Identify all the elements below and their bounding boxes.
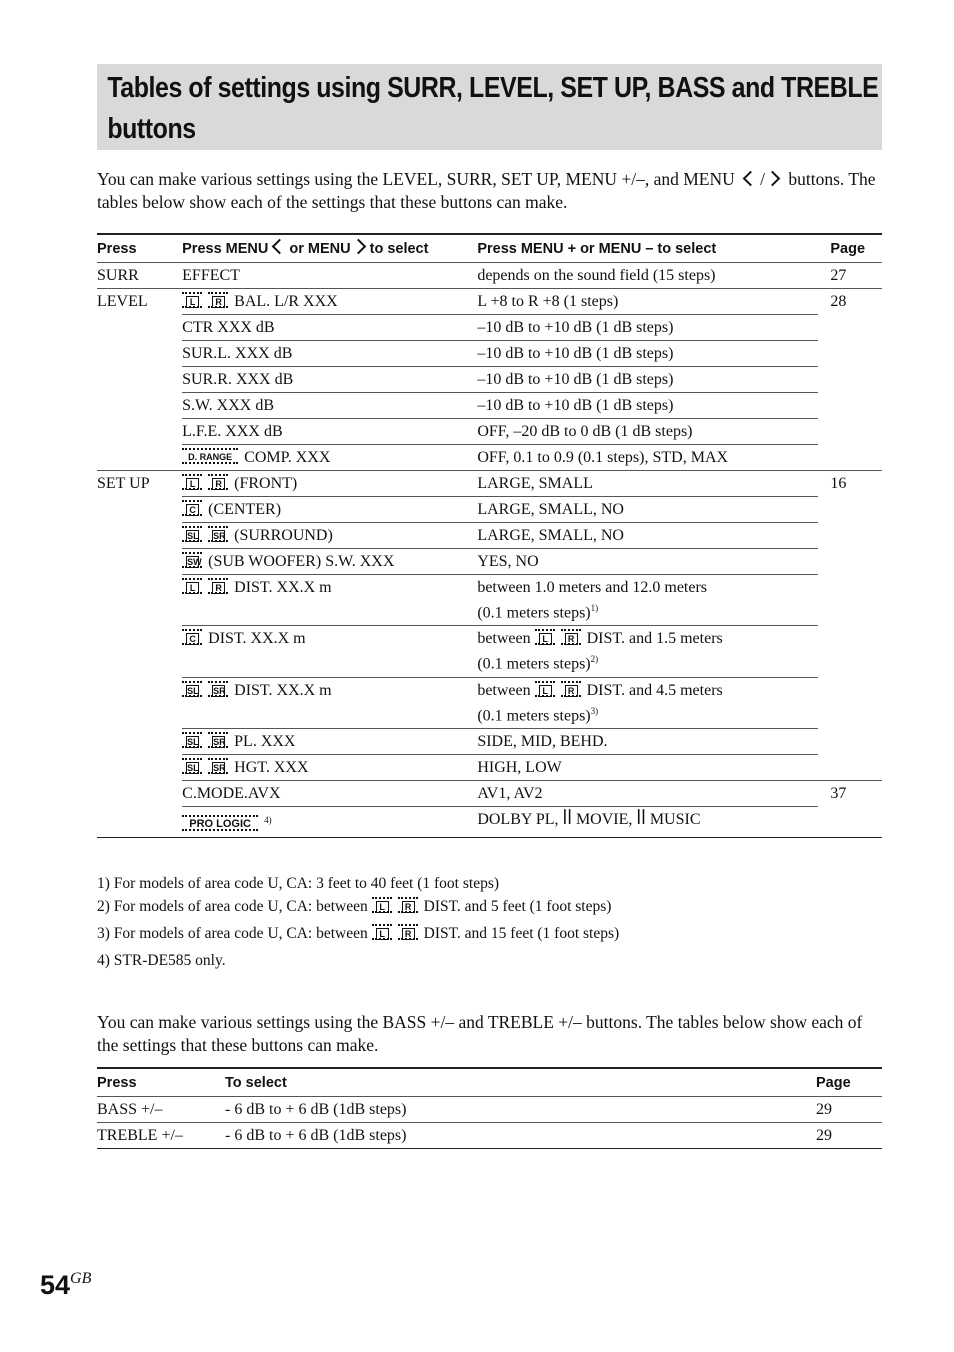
table-row	[97, 445, 882, 471]
value-text: LARGE, SMALL, NO	[477, 527, 624, 544]
value-cell	[477, 341, 818, 367]
value-text: AV1, AV2	[477, 784, 543, 802]
value-text: –10 dB to +10 dB (1 dB steps)	[477, 371, 674, 388]
speaker-l-icon	[535, 683, 555, 697]
speaker-r-icon	[208, 476, 228, 490]
icon-label: R	[212, 296, 225, 308]
header-select-c: to select	[369, 241, 429, 257]
footnote-3	[97, 922, 882, 949]
select-cell: - 6 dB to + 6 dB (1dB steps)	[225, 1123, 816, 1149]
speaker-left-icon	[372, 926, 392, 940]
table-row	[97, 263, 882, 289]
footnote-ref: 4)	[264, 814, 272, 825]
value-text: DOLBY PL, ꟾꟾ MOVIE, ꟾꟾ MUSIC	[477, 810, 701, 828]
value-text: HIGH, LOW	[477, 758, 562, 776]
chevron-left-icon	[743, 171, 759, 187]
value-cell	[477, 806, 818, 837]
chevron-right-icon	[765, 171, 781, 187]
value-cell	[477, 471, 818, 497]
title-banner	[97, 64, 882, 150]
value-text: YES, NO	[477, 553, 539, 570]
page-number	[40, 1270, 91, 1301]
item-cell	[182, 780, 477, 806]
value-text: DIST. and 1.5 meters	[586, 630, 723, 648]
intro1-slash: /	[760, 169, 766, 189]
speaker-right-icon	[398, 926, 418, 940]
page-cell: 29	[816, 1123, 882, 1149]
icon-label: C	[186, 504, 199, 516]
item-text: CTR XXX dB	[182, 319, 275, 336]
value-text: LARGE, SMALL	[477, 475, 593, 492]
page-number-value: 54	[40, 1270, 71, 1300]
icon-label: D. RANGE	[188, 452, 233, 462]
table-row	[97, 780, 882, 806]
footnote-2-post: DIST. and 5 feet (1 foot steps)	[423, 898, 612, 915]
icon-label: SL	[187, 736, 199, 747]
icon-label: PRO LOGIC	[189, 818, 251, 831]
value-text: –10 dB to +10 dB (1 dB steps)	[477, 345, 674, 362]
header-page: Page	[818, 234, 882, 263]
value-text-2: (0.1 meters steps)	[477, 604, 591, 622]
item-cell	[182, 497, 477, 523]
table-row	[97, 315, 882, 341]
icon-label: SW	[187, 557, 202, 567]
header-value: Press MENU + or MENU – to select	[477, 234, 818, 263]
table-header-row	[97, 1068, 882, 1097]
chevron-left-icon	[272, 239, 288, 255]
table-row	[97, 341, 882, 367]
value-text: L +8 to R +8 (1 steps)	[477, 293, 619, 310]
speaker-left-label: L	[376, 928, 389, 940]
speaker-sr-icon	[208, 683, 228, 697]
footnotes	[97, 872, 882, 972]
value-text: depends on the sound field (15 steps)	[477, 267, 716, 284]
speaker-l-icon	[182, 294, 202, 308]
speaker-sw-icon	[182, 554, 202, 568]
page-title: Tables of settings using SURR, LEVEL, SET UP, BASS and TREBLE buttons	[107, 72, 879, 145]
item-text: DIST. XX.X m	[234, 681, 332, 699]
speaker-r-icon	[208, 294, 228, 308]
table-row	[97, 754, 882, 780]
value-text: DIST. and 4.5 meters	[586, 681, 723, 699]
value-pre: between	[477, 681, 531, 699]
value-pre: between	[477, 630, 531, 648]
table-row	[97, 728, 882, 754]
icon-label: L	[539, 685, 552, 697]
speaker-l-icon	[535, 631, 555, 645]
item-text: COMP. XXX	[244, 449, 331, 466]
speaker-sr-icon	[208, 760, 228, 774]
icon-label: SR	[213, 685, 226, 696]
press-cell: SURR	[97, 263, 182, 289]
intro-paragraph-2: You can make various settings using the BASS +/– and TREBLE +/– buttons. The tables below show each of the settings that these buttons can make.	[97, 1012, 863, 1055]
press-cell: BASS +/–	[97, 1097, 225, 1123]
item-cell	[182, 263, 477, 289]
value-cell	[477, 549, 818, 575]
item-text: C.MODE.AVX	[182, 784, 281, 802]
footnote-2-pre: 2) For models of area code U, CA: between	[97, 898, 368, 915]
header-press: Press	[97, 234, 182, 263]
table-row	[97, 1123, 882, 1149]
header-press: Press	[97, 1068, 225, 1097]
icon-label: SL	[187, 531, 199, 541]
speaker-l-icon	[182, 580, 202, 594]
value-cell	[477, 780, 818, 806]
icon-label: L	[186, 296, 199, 308]
item-text: (CENTER)	[208, 501, 282, 518]
speaker-l-icon	[182, 476, 202, 490]
page-cell: 16	[818, 471, 882, 781]
speaker-right-label: R	[402, 901, 415, 913]
value-text: SIDE, MID, BEHD.	[477, 732, 608, 750]
speaker-pro-logic-icon	[182, 817, 258, 831]
header-select: To select	[225, 1068, 816, 1097]
speaker-d-range-icon	[182, 450, 238, 464]
speaker-right-icon	[398, 899, 418, 913]
table-row	[97, 393, 882, 419]
table-row	[97, 497, 882, 523]
settings-table	[97, 233, 882, 838]
icon-label: R	[565, 633, 578, 645]
select-cell: - 6 dB to + 6 dB (1dB steps)	[225, 1097, 816, 1123]
value-cell	[477, 497, 818, 523]
bass-treble-table	[97, 1067, 882, 1149]
item-cell	[182, 806, 477, 837]
item-text: PL. XXX	[234, 732, 296, 750]
value-text: between 1.0 meters and 12.0 meters	[477, 579, 708, 596]
item-text: L.F.E. XXX dB	[182, 423, 283, 440]
footnote-3-post: DIST. and 15 feet (1 foot steps)	[423, 925, 620, 942]
icon-label: R	[565, 685, 578, 697]
item-text: BAL. L/R XXX	[234, 293, 338, 310]
header-select	[182, 234, 477, 263]
chevron-right-icon	[350, 239, 366, 255]
item-cell	[182, 677, 477, 728]
item-cell	[182, 549, 477, 575]
value-text: –10 dB to +10 dB (1 dB steps)	[477, 319, 674, 336]
table-row	[97, 806, 882, 837]
value-cell	[477, 367, 818, 393]
table-row	[97, 523, 882, 549]
speaker-left-icon	[372, 899, 392, 913]
item-cell	[182, 393, 477, 419]
table-header-row	[97, 234, 882, 263]
icon-label: L	[186, 478, 199, 490]
value-cell	[477, 315, 818, 341]
icon-label: SR	[213, 531, 226, 541]
table-row	[97, 289, 882, 315]
page-cell: 28	[818, 289, 882, 471]
value-cell	[477, 728, 818, 754]
intro1-text-c: buttons. The tables below show each of the settings that these buttons can make.	[97, 169, 876, 212]
table-row	[97, 549, 882, 575]
page-cell: 27	[818, 263, 882, 289]
footnote-1: 1) For models of area code U, CA: 3 feet to 40 feet (1 foot steps)	[97, 875, 500, 892]
item-text: (SUB WOOFER) S.W. XXX	[208, 553, 395, 570]
value-text: LARGE, SMALL, NO	[477, 501, 624, 518]
value-cell	[477, 393, 818, 419]
item-cell	[182, 471, 477, 497]
speaker-left-label: L	[376, 901, 389, 913]
value-cell	[477, 523, 818, 549]
value-cell	[477, 263, 818, 289]
speaker-sl-icon	[182, 683, 202, 697]
footnote-2	[97, 895, 882, 922]
value-cell	[477, 754, 818, 780]
value-cell	[477, 289, 818, 315]
header-select-b: or MENU	[289, 241, 351, 257]
table-row	[97, 575, 882, 626]
value-text: –10 dB to +10 dB (1 dB steps)	[477, 397, 674, 414]
press-cell: TREBLE +/–	[97, 1123, 225, 1149]
item-text: (SURROUND)	[234, 527, 333, 544]
speaker-sr-icon	[208, 528, 228, 542]
icon-label: SL	[187, 762, 199, 773]
speaker-c-icon	[182, 502, 202, 516]
item-text: S.W. XXX dB	[182, 397, 275, 414]
press-cell: SET UP	[97, 471, 182, 838]
value-cell	[477, 575, 818, 626]
value-text: OFF, –20 dB to 0 dB (1 dB steps)	[477, 423, 693, 440]
footnote-3-pre: 3) For models of area code U, CA: between	[97, 925, 368, 942]
table-row	[97, 626, 882, 677]
icon-label: SR	[213, 762, 226, 773]
footnote-4: 4) STR-DE585 only.	[97, 952, 226, 969]
item-text: DIST. XX.X m	[208, 630, 306, 648]
intro-paragraph-1	[97, 168, 882, 214]
footnote-ref: 3)	[590, 705, 599, 716]
header-select-a: Press MENU	[182, 241, 269, 257]
value-text-2: (0.1 meters steps)	[477, 706, 591, 724]
footnote-ref: 1)	[590, 603, 599, 613]
table-row	[97, 677, 882, 728]
item-text: SUR.R. XXX dB	[182, 371, 294, 388]
speaker-c-icon	[182, 631, 202, 645]
footnote-ref: 2)	[590, 654, 599, 665]
item-text: SUR.L. XXX dB	[182, 345, 293, 362]
item-cell	[182, 445, 477, 471]
item-cell	[182, 289, 477, 315]
value-text-2: (0.1 meters steps)	[477, 655, 591, 673]
value-cell	[477, 445, 818, 471]
icon-label: R	[212, 478, 225, 490]
item-cell	[182, 315, 477, 341]
speaker-right-label: R	[402, 928, 415, 940]
item-cell	[182, 575, 477, 626]
value-cell	[477, 677, 818, 728]
item-cell	[182, 626, 477, 677]
speaker-sl-icon	[182, 528, 202, 542]
intro1-text-a: You can make various settings using the LEVEL, SURR, SET UP, MENU +/–, and MENU	[97, 169, 735, 189]
page-cell: 37	[818, 780, 882, 837]
speaker-sr-icon	[208, 734, 228, 748]
icon-label: L	[186, 582, 199, 594]
item-cell	[182, 341, 477, 367]
icon-label: L	[539, 633, 552, 645]
value-text: OFF, 0.1 to 0.9 (0.1 steps), STD, MAX	[477, 449, 729, 466]
item-text: HGT. XXX	[234, 758, 309, 776]
page-cell: 29	[816, 1097, 882, 1123]
item-text: DIST. XX.X m	[234, 579, 332, 596]
item-cell	[182, 754, 477, 780]
icon-label: SR	[213, 736, 226, 747]
header-page: Page	[816, 1068, 882, 1097]
item-text: (FRONT)	[234, 475, 298, 492]
table-row	[97, 1097, 882, 1123]
speaker-sl-icon	[182, 760, 202, 774]
item-text: EFFECT	[182, 267, 240, 284]
page-suffix: GB	[70, 1270, 92, 1287]
table-row	[97, 419, 882, 445]
value-cell	[477, 419, 818, 445]
icon-label: R	[212, 582, 225, 594]
speaker-r-icon	[208, 580, 228, 594]
press-cell: LEVEL	[97, 289, 182, 471]
item-cell	[182, 523, 477, 549]
icon-label: SL	[187, 685, 199, 696]
icon-label: C	[186, 633, 199, 645]
table-row	[97, 471, 882, 497]
item-cell	[182, 728, 477, 754]
table-row	[97, 367, 882, 393]
value-cell	[477, 626, 818, 677]
item-cell	[182, 367, 477, 393]
speaker-sl-icon	[182, 734, 202, 748]
speaker-r-icon	[561, 683, 581, 697]
speaker-r-icon	[561, 631, 581, 645]
item-cell	[182, 419, 477, 445]
